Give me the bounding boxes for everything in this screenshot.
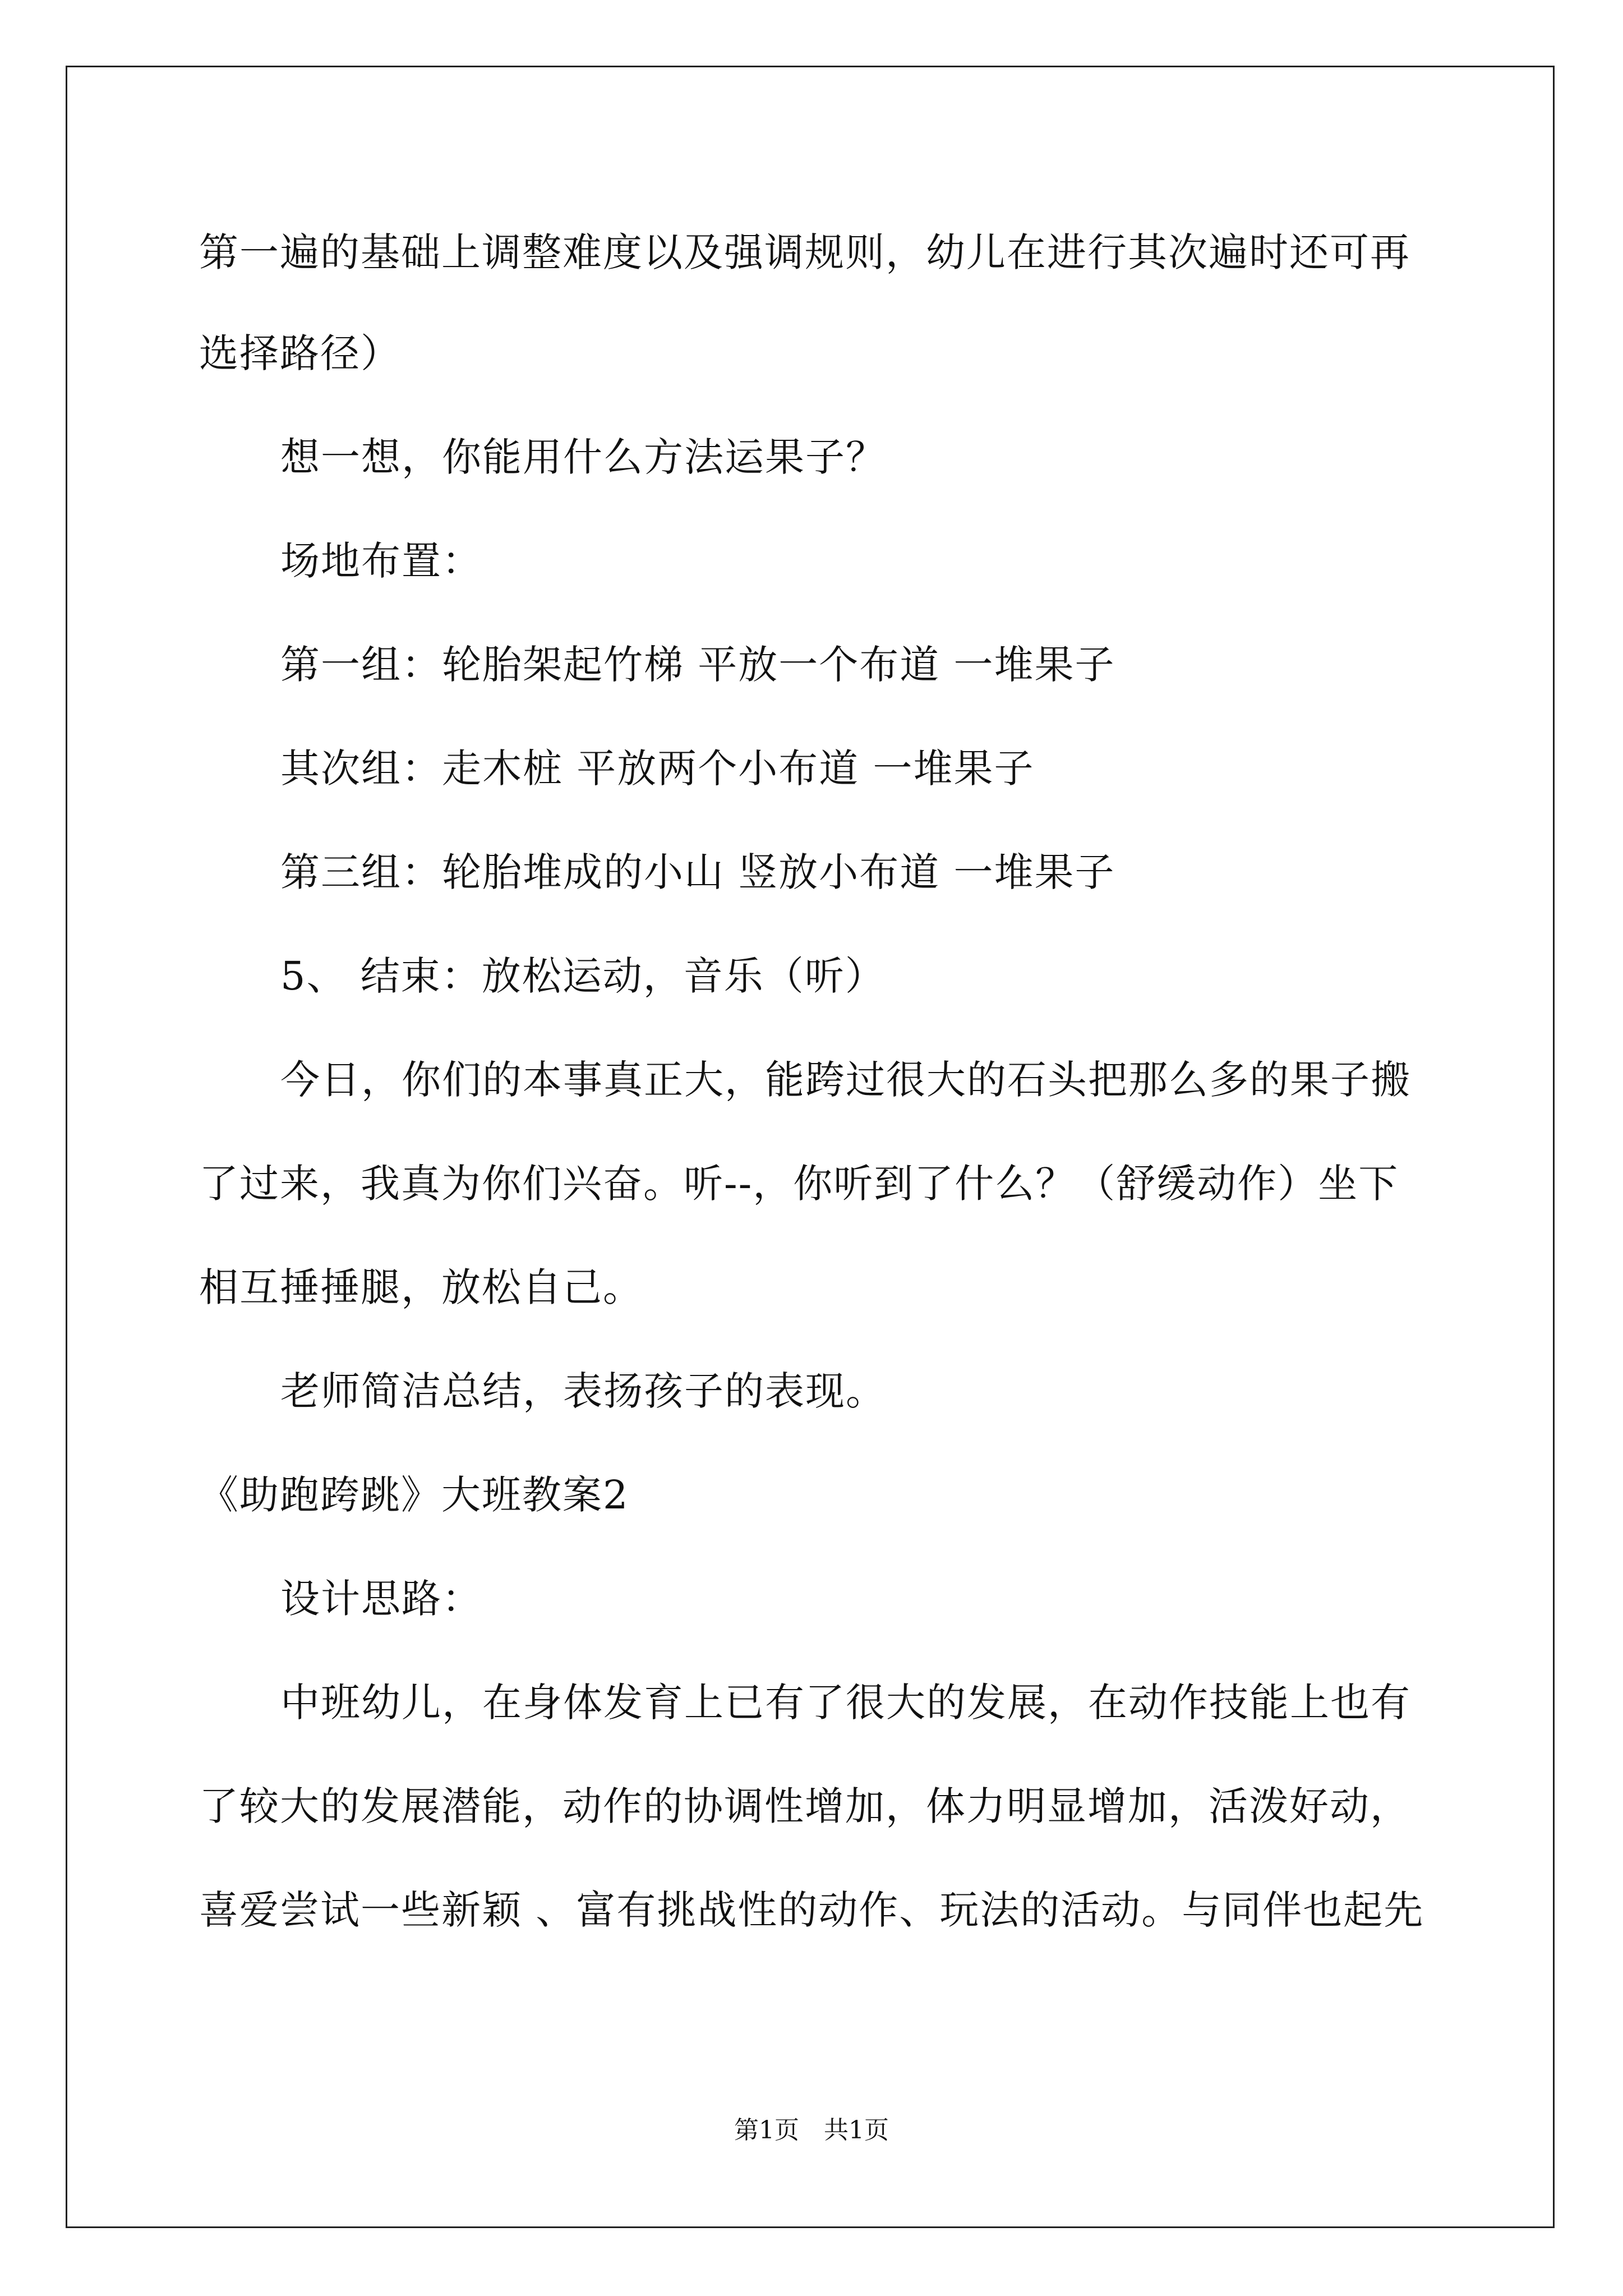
text-line-2: 选择路径） [199, 330, 401, 376]
text-line-4: 场地布置： [280, 538, 482, 584]
text-line-12: 老师简洁总结，表扬孩子的表现。 [280, 1368, 886, 1414]
text-line-5: 第一组：轮胎架起竹梯 平放一个布道 一堆果子 [280, 642, 1115, 688]
text-line-9: 今日，你们的本事真正大，能跨过很大的石头把那么多的果子搬 [280, 1057, 1411, 1103]
text-line-1: 第一遍的基础上调整难度以及强调规则，幼儿在进行其次遍时还可再 [199, 229, 1410, 275]
text-line-14: 设计思路： [280, 1576, 482, 1622]
text-line-16: 了较大的发展潜能，动作的协调性增加，体力明显增加，活泼好动， [199, 1783, 1410, 1829]
text-line-17: 喜爱尝试一些新颖 、富有挑战性的动作、玩法的活动。与同伴也起先 [199, 1887, 1424, 1933]
text-line-8: 5、 结束：放松运动，音乐（听） [280, 953, 886, 999]
text-line-7: 第三组：轮胎堆成的小山 竖放小布道 一堆果子 [280, 849, 1115, 895]
text-line-3: 想一想，你能用什么方法运果子？ [280, 434, 886, 480]
text-line-15: 中班幼儿，在身体发育上已有了很大的发展，在动作技能上也有 [280, 1680, 1411, 1726]
page-footer: 第1页 共1页 [734, 2116, 889, 2145]
section-heading: 《助跑跨跳》大班教案2 [199, 1472, 629, 1518]
text-line-11: 相互捶捶腿，放松自己。 [199, 1264, 643, 1310]
text-line-6: 其次组：走木桩 平放两个小布道 一堆果子 [280, 746, 1035, 792]
text-line-10: 了过来，我真为你们兴奋。听--，你听到了什么？（舒缓动作）坐下 [199, 1161, 1399, 1207]
